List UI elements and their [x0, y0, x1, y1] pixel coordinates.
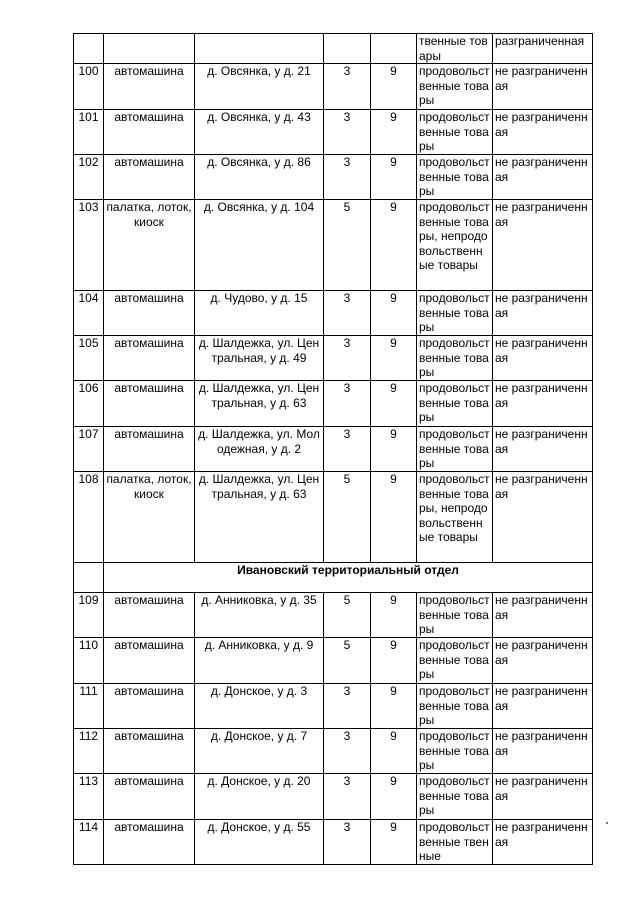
ownership: не разграниченная — [493, 774, 593, 820]
object-type: автомашина — [104, 593, 195, 638]
goods: продовольственные товары — [417, 155, 493, 200]
goods: продовольственные товары — [417, 684, 493, 729]
count-b: 9 — [371, 684, 417, 729]
object-type: автомашина — [104, 64, 195, 110]
count-b — [371, 34, 417, 64]
trade-places-table — [73, 33, 593, 865]
address: д. Шалдежка, ул. Центральная, у д. 63 — [195, 381, 324, 427]
table-row — [74, 336, 593, 381]
ownership-text: разграниченная — [495, 34, 585, 48]
ownership: не разграниченная — [493, 593, 593, 638]
count-a: 3 — [324, 291, 371, 336]
object-type: автомашина — [104, 638, 195, 684]
row-number: 105 — [74, 336, 104, 381]
goods: продовольственные товары — [417, 381, 493, 427]
object-type: автомашина — [104, 427, 195, 472]
count-a: 3 — [324, 684, 371, 729]
ownership: не разграниченная — [493, 472, 593, 563]
object-type: автомашина — [104, 729, 195, 774]
table-row — [74, 638, 593, 684]
count-a: 3 — [324, 820, 371, 865]
object-type: автомашина — [104, 110, 195, 155]
ownership: не разграниченная — [493, 336, 593, 381]
count-b: 9 — [371, 774, 417, 820]
count-b: 9 — [371, 110, 417, 155]
row-number — [74, 563, 104, 593]
count-b: 9 — [371, 820, 417, 865]
table-row — [74, 200, 593, 291]
ownership: не разграниченная — [493, 427, 593, 472]
row-number: 110 — [74, 638, 104, 684]
row-number: 101 — [74, 110, 104, 155]
object-type: автомашина — [104, 684, 195, 729]
ownership: не разграниченная — [493, 200, 593, 291]
table-row — [74, 64, 593, 110]
count-b: 9 — [371, 200, 417, 291]
row-number — [74, 34, 104, 64]
count-b: 9 — [371, 336, 417, 381]
count-a: 5 — [324, 593, 371, 638]
address: д. Донское, у д. 55 — [195, 820, 324, 865]
goods: продовольственные твенные — [417, 820, 493, 865]
ownership: не разграниченная — [493, 291, 593, 336]
ownership: не разграниченная — [493, 638, 593, 684]
ownership: не разграниченная — [493, 684, 593, 729]
goods: продовольственные товары — [417, 729, 493, 774]
table-row — [74, 729, 593, 774]
address: д. Донское, у д. 3 — [195, 684, 324, 729]
table-row — [74, 381, 593, 427]
ownership: не разграниченная — [493, 110, 593, 155]
table-row — [74, 155, 593, 200]
ownership: не разграниченная — [493, 729, 593, 774]
count-a: 3 — [324, 336, 371, 381]
object-type: палатка, лоток, киоск — [104, 200, 195, 291]
ownership: не разграниченная — [493, 64, 593, 110]
goods: продовольственные товары — [417, 638, 493, 684]
goods: продовольственные товары — [417, 291, 493, 336]
ownership: не разграниченная — [493, 155, 593, 200]
count-b: 9 — [371, 472, 417, 563]
object-type: автомашина — [104, 291, 195, 336]
address: д. Овсянка, у д. 43 — [195, 110, 324, 155]
goods: продовольственные товары — [417, 336, 493, 381]
address: д. Донское, у д. 20 — [195, 774, 324, 820]
count-b: 9 — [371, 64, 417, 110]
table-row — [74, 472, 593, 563]
goods: продовольственные товары — [417, 427, 493, 472]
ownership: не разграниченная — [493, 820, 593, 865]
count-b: 9 — [371, 427, 417, 472]
count-a: 3 — [324, 729, 371, 774]
count-b: 9 — [371, 638, 417, 684]
table-row — [74, 820, 593, 865]
goods: продовольственные товары, непродовольственные товары — [417, 200, 493, 291]
goods — [417, 34, 493, 64]
address: д. Овсянка, у д. 21 — [195, 64, 324, 110]
table-row — [74, 34, 593, 64]
row-number: 112 — [74, 729, 104, 774]
row-number: 108 — [74, 472, 104, 563]
count-b: 9 — [371, 155, 417, 200]
address: д. Овсянка, у д. 104 — [195, 200, 324, 291]
goods-text: твенные товары — [419, 34, 488, 63]
ownership — [493, 34, 593, 64]
count-a: 3 — [324, 427, 371, 472]
count-a: 5 — [324, 638, 371, 684]
count-b: 9 — [371, 593, 417, 638]
address: д. Донское, у д. 7 — [195, 729, 324, 774]
count-b: 9 — [371, 729, 417, 774]
address: д. Анниковка, у д. 35 — [195, 593, 324, 638]
row-number: 100 — [74, 64, 104, 110]
table-row — [74, 427, 593, 472]
table-row — [74, 774, 593, 820]
count-a: 3 — [324, 110, 371, 155]
count-a — [324, 34, 371, 64]
section-title: Ивановский территориальный отдел — [104, 563, 593, 593]
goods: продовольственные товары — [417, 64, 493, 110]
object-type: палатка, лоток, киоск — [104, 472, 195, 563]
table-row — [74, 110, 593, 155]
count-a: 3 — [324, 381, 371, 427]
count-a: 3 — [324, 774, 371, 820]
row-number: 109 — [74, 593, 104, 638]
row-number: 102 — [74, 155, 104, 200]
address: д. Анниковка, у д. 9 — [195, 638, 324, 684]
goods: продовольственные товары — [417, 110, 493, 155]
count-a: 5 — [324, 200, 371, 291]
scan-speck — [606, 822, 608, 824]
row-number: 111 — [74, 684, 104, 729]
count-a: 3 — [324, 64, 371, 110]
table-row — [74, 593, 593, 638]
goods: продовольственные товары, непродовольственные товары — [417, 472, 493, 563]
object-type: автомашина — [104, 774, 195, 820]
row-number: 113 — [74, 774, 104, 820]
count-b: 9 — [371, 291, 417, 336]
section-row — [74, 563, 593, 593]
count-a: 3 — [324, 155, 371, 200]
object-type: автомашина — [104, 820, 195, 865]
object-type: автомашина — [104, 336, 195, 381]
row-number: 107 — [74, 427, 104, 472]
table-row — [74, 684, 593, 729]
object-type: автомашина — [104, 155, 195, 200]
row-number: 114 — [74, 820, 104, 865]
row-number: 103 — [74, 200, 104, 291]
address: д. Шалдежка, ул. Центральная, у д. 63 — [195, 472, 324, 563]
goods: продовольственные товары — [417, 774, 493, 820]
ownership: не разграниченная — [493, 381, 593, 427]
table-row — [74, 291, 593, 336]
row-number: 104 — [74, 291, 104, 336]
goods: продовольственные товары — [417, 593, 493, 638]
count-b: 9 — [371, 381, 417, 427]
address: д. Овсянка, у д. 86 — [195, 155, 324, 200]
address: д. Шалдежка, ул. Молодежная, у д. 2 — [195, 427, 324, 472]
object-type: автомашина — [104, 381, 195, 427]
address — [195, 34, 324, 64]
object-type — [104, 34, 195, 64]
count-a: 5 — [324, 472, 371, 563]
address: д. Шалдежка, ул. Центральная, у д. 49 — [195, 336, 324, 381]
row-number: 106 — [74, 381, 104, 427]
address: д. Чудово, у д. 15 — [195, 291, 324, 336]
